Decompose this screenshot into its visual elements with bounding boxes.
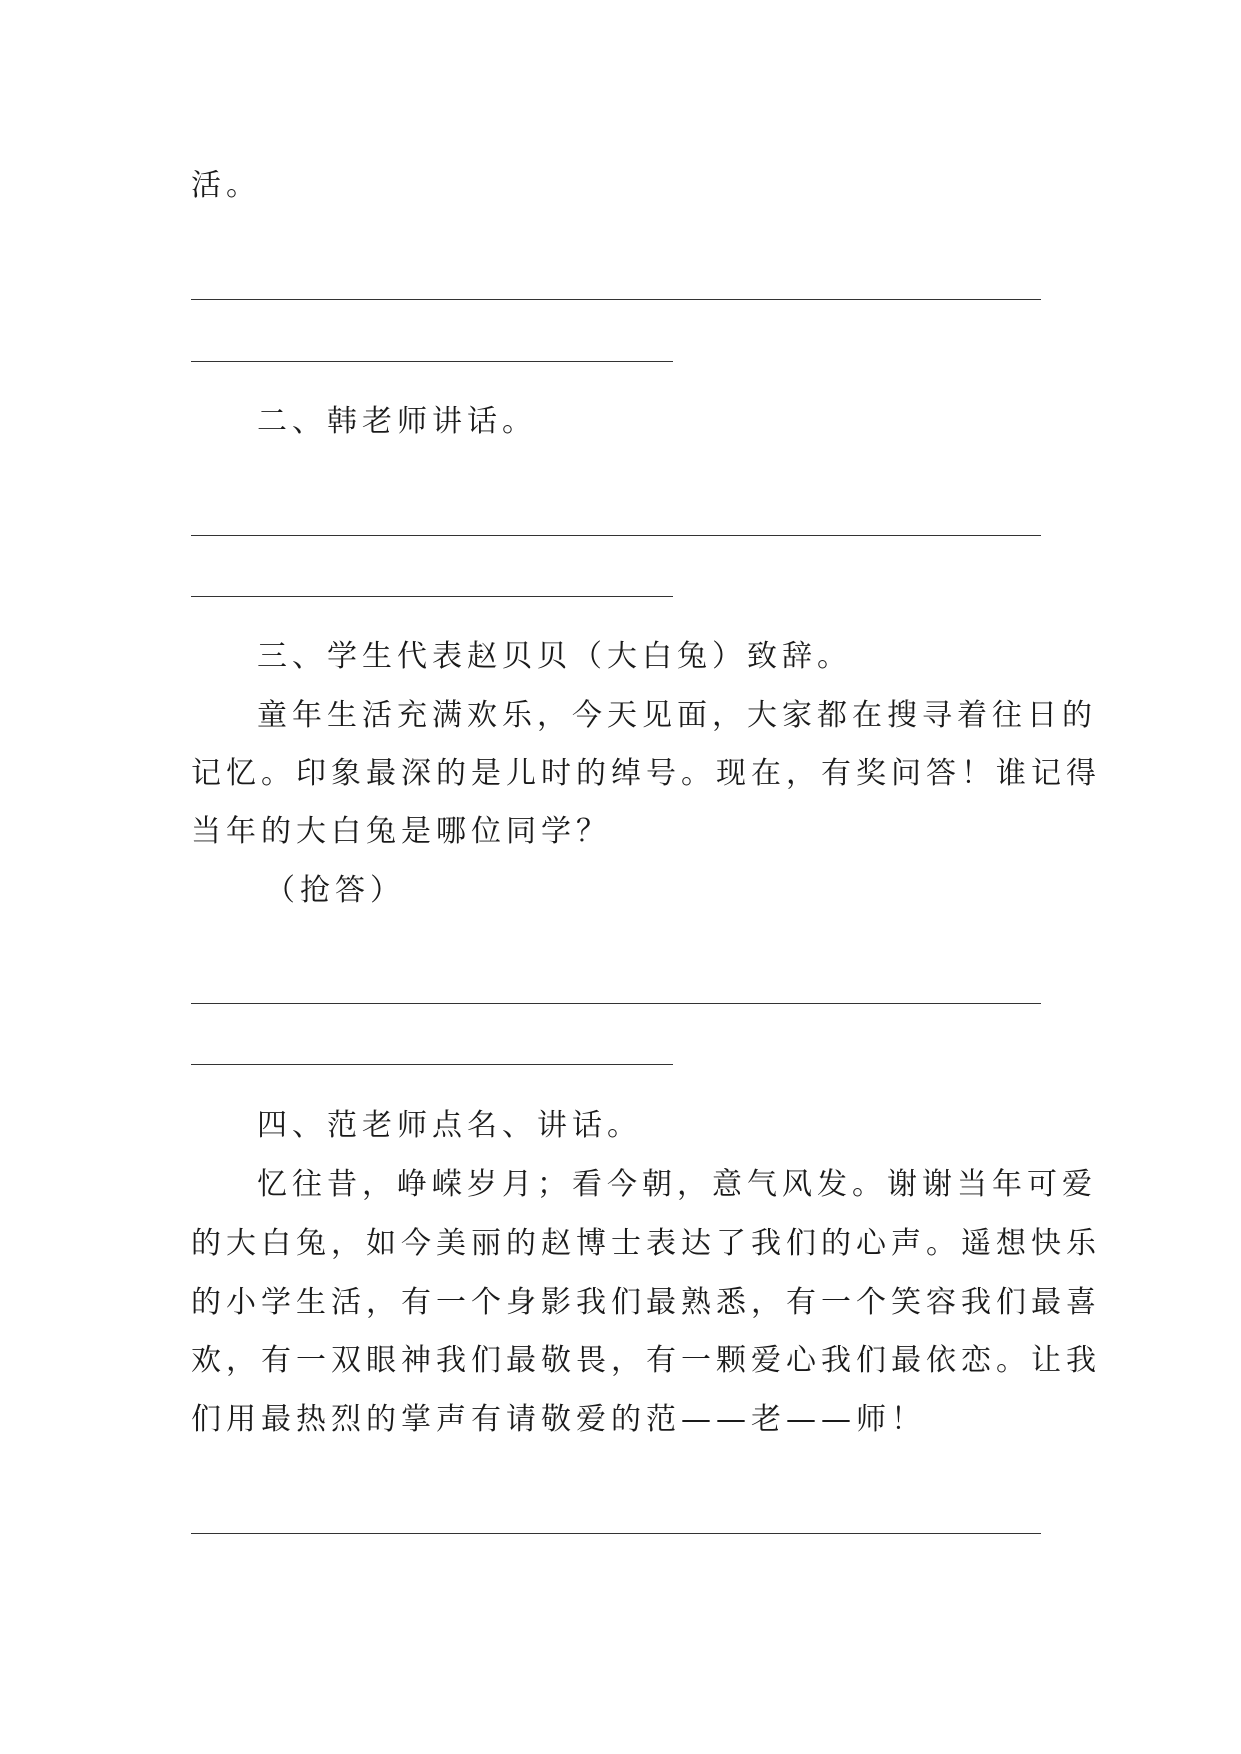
separator-line bbox=[191, 361, 673, 362]
section-heading: 四、范老师点名、讲话。 bbox=[257, 1108, 642, 1143]
paragraph-line: 们用最热烈的掌声有请敬爱的范——老——师！ bbox=[191, 1402, 926, 1437]
paragraph-line: 童年生活充满欢乐，今天见面，大家都在搜寻着往日的 bbox=[257, 698, 1097, 733]
paragraph-line: 欢，有一双眼神我们最敬畏，有一颗爱心我们最依恋。让我 bbox=[191, 1343, 1101, 1378]
separator-line bbox=[191, 1064, 673, 1065]
separator-line bbox=[191, 535, 1041, 536]
separator-line bbox=[191, 299, 1041, 300]
paragraph-line: 忆往昔，峥嵘岁月；看今朝，意气风发。谢谢当年可爱 bbox=[257, 1167, 1097, 1202]
paragraph-line: （抢答） bbox=[265, 873, 405, 908]
paragraph-line: 的小学生活，有一个身影我们最熟悉，有一个笑容我们最喜 bbox=[191, 1285, 1101, 1320]
separator-line bbox=[191, 596, 673, 597]
section-heading: 二、韩老师讲话。 bbox=[257, 404, 537, 439]
paragraph-line: 的大白兔，如今美丽的赵博士表达了我们的心声。遥想快乐 bbox=[191, 1226, 1101, 1261]
separator-line bbox=[191, 1533, 1041, 1534]
section-heading: 三、学生代表赵贝贝（大白兔）致辞。 bbox=[257, 639, 852, 674]
paragraph-line: 记忆。印象最深的是儿时的绰号。现在，有奖问答！谁记得 bbox=[191, 756, 1101, 791]
separator-line bbox=[191, 1003, 1041, 1004]
text-line: 活。 bbox=[191, 168, 261, 203]
paragraph-line: 当年的大白兔是哪位同学？ bbox=[191, 814, 611, 849]
